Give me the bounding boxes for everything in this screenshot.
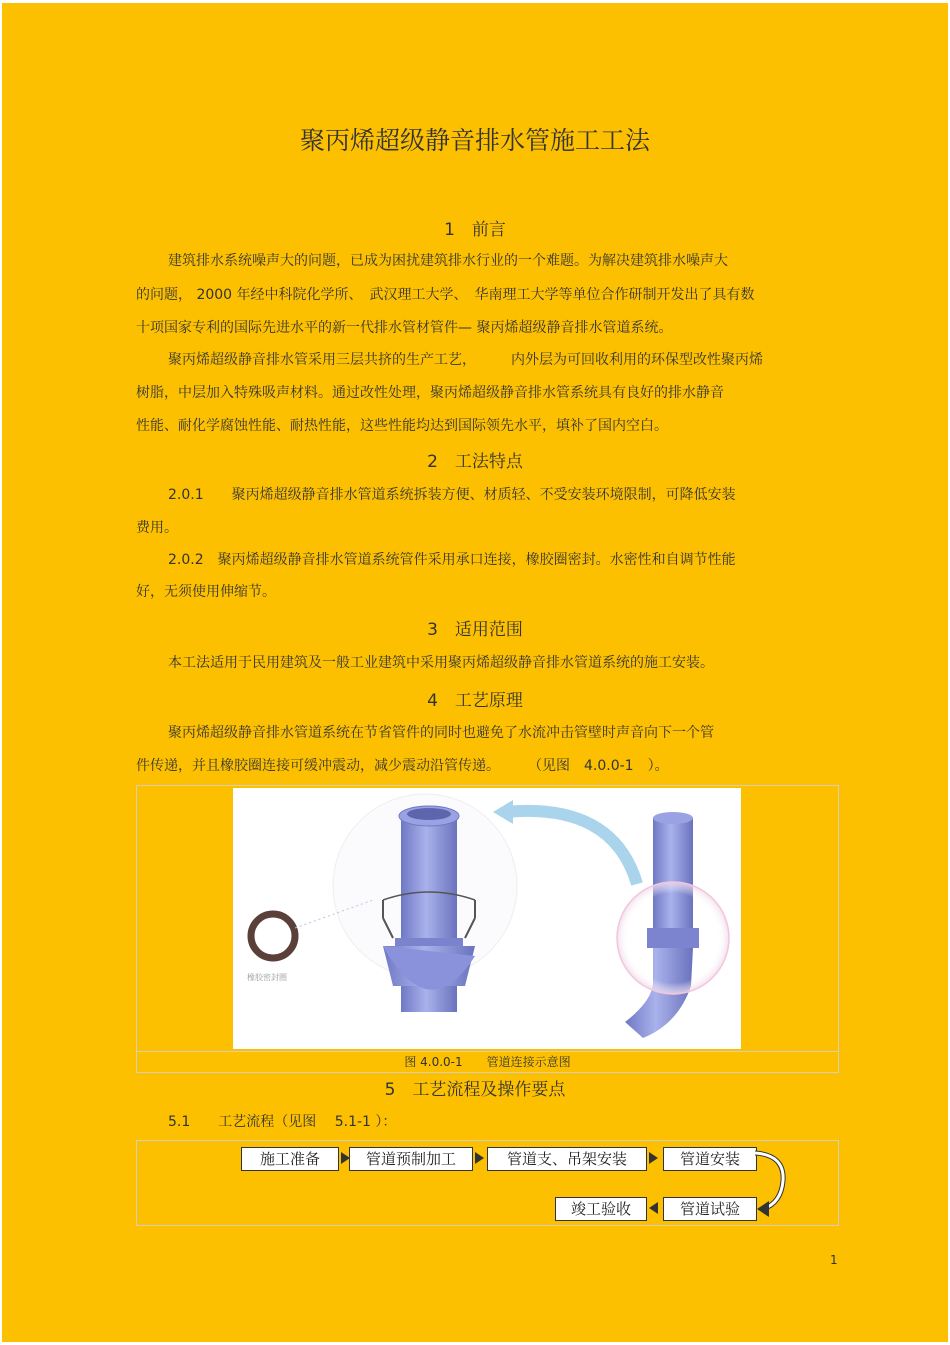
flow-step-prep: 施工准备 xyxy=(241,1147,339,1171)
paragraph-line: 本工法适用于民用建筑及一般工业建筑中采用聚丙烯超级静音排水管道系统的施工安装。 xyxy=(168,655,714,671)
rubber-ring-label: 橡胶密封圈 xyxy=(247,973,287,982)
flow-step-prefab: 管道预制加工 xyxy=(349,1147,473,1171)
paragraph-line: 2.0.1 聚丙烯超级静音排水管道系统拆装方便、材质轻、不受安装环境限制，可降低安装 xyxy=(168,487,736,503)
process-flowchart xyxy=(136,1140,839,1226)
page-title: 聚丙烯超级静音排水管施工工法 xyxy=(299,126,650,155)
paragraph-line: 好，无须使用伸缩节。 xyxy=(136,584,276,600)
flow-step-test: 管道试验 xyxy=(663,1197,757,1221)
curved-arrow-icon xyxy=(755,1147,789,1219)
paragraph-line: 费用。 xyxy=(136,520,178,536)
paragraph-line: 十项国家专利的国际先进水平的新一代排水管材管件— 聚丙烯超级静音排水管道系统。 xyxy=(136,320,673,336)
arrow-right-icon xyxy=(475,1152,484,1164)
section-heading-process: 5 工艺流程及操作要点 xyxy=(384,1080,566,1100)
paragraph-line: 建筑排水系统噪声大的问题，已成为困扰建筑排水行业的一个难题。为解决建筑排水噪声大 xyxy=(168,253,728,269)
paragraph-line: 2.0.2 聚丙烯超级静音排水管道系统管件采用承口连接，橡胶圈密封。水密性和自调节性能 xyxy=(168,552,736,568)
flow-step-acceptance: 竣工验收 xyxy=(555,1197,647,1221)
arrow-right-icon xyxy=(649,1152,658,1164)
paragraph-line: 树脂，中层加入特殊吸声材料。通过改性处理，聚丙烯超级静音排水管系统具有良好的排水静音 xyxy=(136,385,724,401)
figure-caption: 图 4.0.0-1 管道连接示意图 xyxy=(137,1051,838,1072)
paragraph-line: 聚丙烯超级静音排水管采用三层共挤的生产工艺， 内外层为可回收利用的环保型改性聚丙烯 xyxy=(168,352,763,368)
arrow-left-icon xyxy=(649,1202,658,1214)
section-heading-features: 2 工法特点 xyxy=(427,452,523,472)
paragraph-line: 性能、耐化学腐蚀性能、耐热性能，这些性能均达到国际领先水平，填补了国内空白。 xyxy=(136,418,668,434)
paragraph-line: 聚丙烯超级静音排水管道系统在节省管件的同时也避免了水流冲击管壁时声音向下一个管 xyxy=(168,725,714,741)
pipe-connection-illustration xyxy=(233,788,741,1049)
paragraph-line: 件传递，并且橡胶圈连接可缓冲震动，减少震动沿管传递。 （见图 4.0.0-1 ）。 xyxy=(136,758,669,774)
flow-step-install: 管道安装 xyxy=(663,1147,757,1171)
paragraph-line: 5.1 工艺流程（见图 5.1-1 ）： xyxy=(168,1114,397,1130)
paragraph-line: 的问题， 2000 年经中科院化学所、 武汉理工大学、 华南理工大学等单位合作研制开发出了具有数 xyxy=(136,287,755,303)
document-page xyxy=(2,3,948,1342)
page-number: 1 xyxy=(830,1253,838,1267)
figure-pipe-connection xyxy=(136,785,839,1073)
section-heading-preface: 1 前言 xyxy=(444,220,506,240)
section-heading-scope: 3 适用范围 xyxy=(427,620,523,640)
flow-step-supports: 管道支、吊架安装 xyxy=(487,1147,647,1171)
section-heading-principle: 4 工艺原理 xyxy=(427,691,523,711)
